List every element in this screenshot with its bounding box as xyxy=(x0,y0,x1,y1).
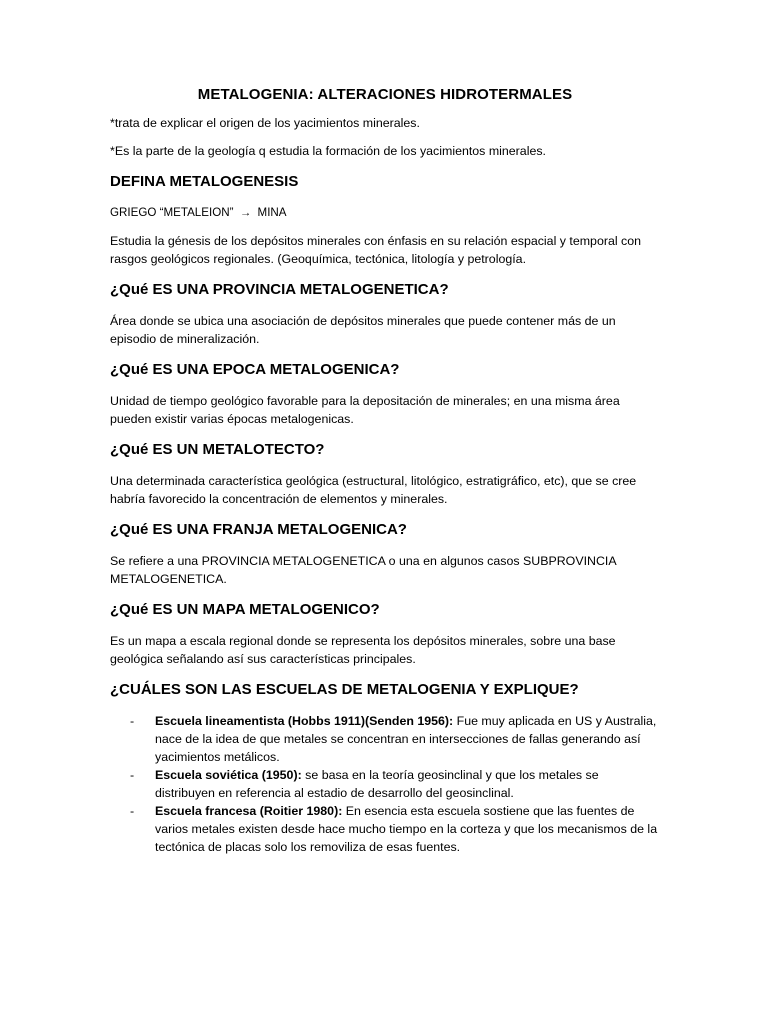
heading-metalotecto: ¿Qué ES UN METALOTECTO? xyxy=(110,441,325,458)
heading-mapa: ¿Qué ES UN MAPA METALOGENICO? xyxy=(110,601,380,618)
list-item xyxy=(110,712,660,766)
bullet-dash: - xyxy=(130,714,135,728)
heading-epoca: ¿Qué ES UNA EPOCA METALOGENICA? xyxy=(110,361,400,378)
heading-provincia: ¿Qué ES UNA PROVINCIA METALOGENETICA? xyxy=(110,281,449,298)
intro-line-1: *trata de explicar el origen de los yacimientos minerales. xyxy=(110,116,420,130)
school-name: Escuela lineamentista (Hobbs 1911)(Senden 1956): xyxy=(155,714,454,728)
provincia-text: Área donde se ubica una asociación de depósitos minerales que puede contener más de un episodio de mineralización. xyxy=(110,314,616,346)
heading-franja: ¿Qué ES UNA FRANJA METALOGENICA? xyxy=(110,521,407,538)
school-name: Escuela soviética (1950): xyxy=(155,768,302,782)
list-item xyxy=(110,766,660,802)
franja-text: Se refiere a una PROVINCIA METALOGENETICA o una en algunos casos SUBPROVINCIA METALOGENETICA. xyxy=(110,554,616,586)
school-text: Fue muy aplicada en US y Australia, nace de la idea de que metales se concentran en intersecciones de fallas generando así yacimientos metálicos. xyxy=(155,714,657,764)
heading-escuelas: ¿CUÁLES SON LAS ESCUELAS DE METALOGENIA Y EXPLIQUE? xyxy=(110,681,579,698)
bullet-dash: - xyxy=(130,804,135,818)
right-arrow-icon: → xyxy=(239,206,252,219)
school-text: En esencia esta escuela sostiene que las fuentes de varios metales existen desde hace mucho tiempo en la corteza y que los mecanismos de la tectónica de placas solo los removiliza de esas fuentes. xyxy=(155,804,658,854)
metalotecto-text: Una determinada característica geológica (estructural, litológico, estratigráfico, etc), que se cree habría favorecido la concentración de elementos y minerales. xyxy=(110,474,637,506)
etymology-target: MINA xyxy=(257,206,287,219)
escuelas-list xyxy=(110,712,660,856)
epoca-text: Unidad de tiempo geológico favorable para la depositación de minerales; en una misma área pueden existir varias épocas metalogenicas. xyxy=(110,394,620,426)
intro-line-2: *Es la parte de la geología q estudia la formación de los yacimientos minerales. xyxy=(110,144,546,158)
school-name: Escuela francesa (Roitier 1980): xyxy=(155,804,343,818)
etymology-line xyxy=(110,204,660,222)
school-text: se basa en la teoría geosinclinal y que los metales se distribuyen en referencia al estadio de desarrollo del geosinclinal. xyxy=(155,768,599,800)
heading-metalogenesis: DEFINA METALOGENESIS xyxy=(110,173,299,190)
bullet-dash: - xyxy=(130,768,135,782)
document-title: METALOGENIA: ALTERACIONES HIDROTERMALES xyxy=(197,86,573,103)
etymology-source: GRIEGO “METALEION” xyxy=(110,206,234,219)
document-page xyxy=(110,86,660,856)
list-item xyxy=(110,802,660,856)
mapa-text: Es un mapa a escala regional donde se representa los depósitos minerales, sobre una base geológica señalando así sus características principales. xyxy=(110,634,616,666)
metalogenesis-text: Estudia la génesis de los depósitos minerales con énfasis en su relación espacial y temporal con rasgos geológicos regionales. (Geoquímica, tectónica, litología y petrología. xyxy=(110,234,642,266)
